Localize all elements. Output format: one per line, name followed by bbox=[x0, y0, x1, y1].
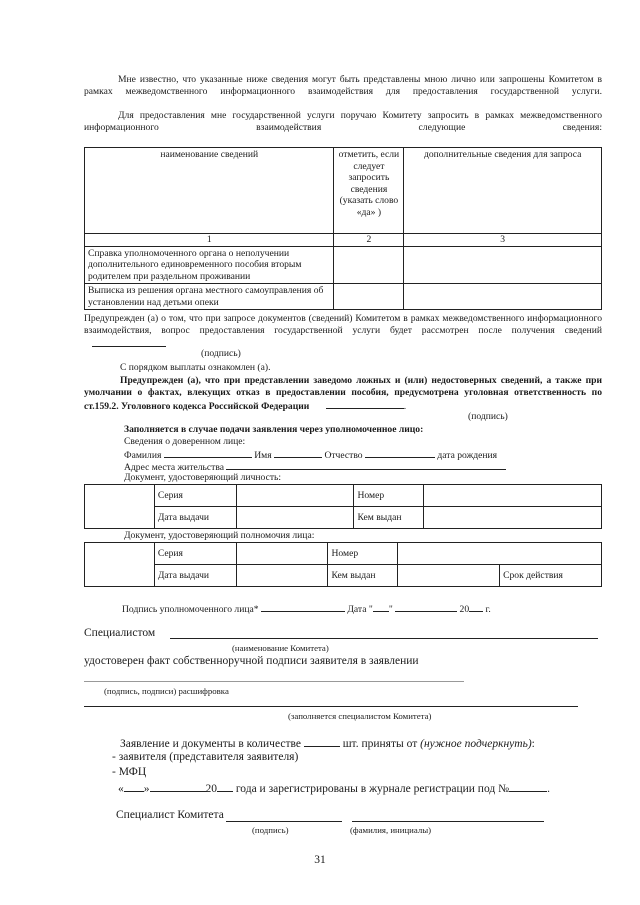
intro-paragraph-1: Мне известно, что указанные ниже сведения могут быть представлены мною лично или запрошены Комитетом в рамках межведомственного информационного взаимодействия для предоставления государственной услуги. bbox=[84, 74, 602, 97]
specialist-signature-line[interactable] bbox=[226, 821, 342, 822]
row-guardianship-label: Выписка из решения органа местного самоуправления об установлении над детьми опеки bbox=[85, 284, 334, 310]
patronymic-field[interactable] bbox=[365, 448, 435, 458]
date-year-suffix: г. bbox=[485, 604, 491, 615]
surname-label: Фамилия bbox=[124, 450, 162, 461]
header-info-name: наименование сведений bbox=[85, 148, 334, 234]
trustee-signature-field[interactable] bbox=[261, 602, 345, 612]
identity-doc-label: Документ, удостоверяющий личность: bbox=[124, 472, 282, 483]
authority-doc-label: Документ, удостоверяющий полномочия лица: bbox=[124, 530, 315, 541]
acceptance-count-field[interactable] bbox=[304, 735, 340, 747]
acceptance-option-mfc[interactable]: - МФЦ bbox=[112, 766, 147, 778]
registration-row: « » 20 года и зарегистрированы в журнале регистрации под № . bbox=[118, 780, 550, 796]
specialist-label: Специалистом bbox=[84, 627, 156, 639]
authority-number-field[interactable] bbox=[398, 543, 602, 565]
date-month-field[interactable] bbox=[395, 602, 457, 612]
authority-issue-date-label: Дата выдачи bbox=[154, 565, 236, 587]
acceptance-option-applicant[interactable]: - заявителя (представителя заявителя) bbox=[112, 751, 299, 763]
identity-doc-table bbox=[84, 484, 602, 529]
address-field[interactable] bbox=[226, 460, 506, 470]
specialist-filled-caption: (заполняется специалистом Комитета) bbox=[288, 711, 432, 721]
signature-caption-2: (подпись) bbox=[468, 411, 508, 422]
row-certificate-mark-cell[interactable] bbox=[334, 246, 404, 284]
signature-decode-caption: (подпись, подписи) расшифровка bbox=[104, 686, 229, 696]
identity-number-field[interactable] bbox=[424, 485, 602, 507]
committee-caption: (наименование Комитета) bbox=[232, 643, 329, 653]
specialist-name-caption: (фамилия, инициалы) bbox=[350, 825, 432, 835]
reg-month-field[interactable] bbox=[150, 780, 206, 792]
identity-issued-by-field[interactable] bbox=[424, 507, 602, 529]
authority-issue-date-field[interactable] bbox=[236, 565, 328, 587]
header-additional: дополнительные сведения для запроса bbox=[404, 148, 602, 234]
committee-name-line[interactable] bbox=[170, 638, 598, 639]
date-year-prefix: 20 bbox=[459, 604, 470, 615]
date-quote-open: " bbox=[368, 604, 373, 615]
acceptance-count-label: Заявление и документы в количестве bbox=[120, 738, 301, 750]
intro-paragraph-2: Для предоставления мне государственной услуги поручаю Комитету запросить в рамках межведомственного информационного взаимодействия следующие сведения: bbox=[84, 110, 602, 133]
table-row bbox=[85, 485, 602, 507]
signature-caption-1: (подпись) bbox=[201, 348, 241, 359]
warning-criminal-text: Предупрежден (а), что при представлении заведомо ложных и (или) недостоверных сведений, а также при умолчании о фактах, влекущих отказ в предоставлении пособия, предусмотрена уголовная ответственность по ст.159.2. Уголовного кодекса Российской Федерации bbox=[84, 375, 602, 412]
surname-field[interactable] bbox=[164, 448, 252, 458]
certified-statement: удостоверен факт собственноручной подписи заявителя в заявлении bbox=[84, 655, 419, 667]
warning-interagency bbox=[84, 313, 602, 351]
signature-line-2[interactable] bbox=[326, 399, 404, 409]
row-certificate-extra-cell[interactable] bbox=[404, 246, 602, 284]
row-guardianship-mark-cell[interactable] bbox=[334, 284, 404, 310]
reg-year-field[interactable] bbox=[217, 780, 233, 792]
table-row bbox=[85, 507, 602, 529]
table-row bbox=[85, 543, 602, 565]
warning-criminal: Предупрежден (а), что при представлении заведомо ложных и (или) недостоверных сведений, а также при умолчании о фактах, влекущих отказ в предоставлении пособия, предусмотрена уголовная ответственность по ст.159.2. Уголовного кодекса Российской Федерации . bbox=[84, 375, 602, 412]
identity-issue-date-label: Дата выдачи bbox=[154, 507, 236, 529]
specialist-signature-caption: (подпись) bbox=[252, 825, 289, 835]
reg-day-field[interactable] bbox=[124, 780, 144, 792]
info-request-table bbox=[84, 147, 602, 310]
trustee-heading: Заполняется в случае подачи заявления через уполномоченное лицо: bbox=[124, 424, 424, 435]
reg-quote-open: « bbox=[118, 783, 124, 795]
table-header-row bbox=[85, 148, 602, 234]
trustee-signature-row bbox=[122, 602, 491, 616]
signature-decode-line[interactable] bbox=[84, 681, 464, 682]
date-day-field[interactable] bbox=[373, 602, 389, 612]
name-field[interactable] bbox=[274, 448, 322, 458]
col-number-3: 3 bbox=[404, 234, 602, 247]
reg-year-prefix: 20 bbox=[205, 783, 217, 795]
row-guardianship-extra-cell[interactable] bbox=[404, 284, 602, 310]
name-label: Имя bbox=[254, 450, 272, 461]
address-label: Адрес места жительства bbox=[124, 462, 225, 473]
authority-issued-by-field[interactable] bbox=[398, 565, 500, 587]
identity-series-label: Серия bbox=[154, 485, 236, 507]
table-row bbox=[85, 565, 602, 587]
acceptance-line bbox=[120, 735, 535, 751]
trustee-signature-label: Подпись уполномоченного лица* bbox=[122, 604, 259, 615]
acceptance-underline-hint: (нужное подчеркнуть) bbox=[420, 738, 532, 750]
acceptance-colon: : bbox=[531, 738, 535, 750]
authority-number-label: Номер bbox=[328, 543, 398, 565]
specialist-filled-line[interactable] bbox=[84, 706, 578, 707]
registration-number-field[interactable] bbox=[509, 780, 547, 792]
row-certificate-label: Справка уполномоченного органа о неполучении дополнительного единовременного пособия вторым родителем при раздельном проживании bbox=[85, 246, 334, 284]
identity-issue-date-field[interactable] bbox=[236, 507, 354, 529]
specialist-name-line[interactable] bbox=[352, 821, 544, 822]
authority-issued-by-label: Кем выдан bbox=[328, 565, 398, 587]
authority-validity-label: Срок действия bbox=[500, 565, 602, 587]
identity-number-label: Номер bbox=[354, 485, 424, 507]
identity-issued-by-label: Кем выдан bbox=[354, 507, 424, 529]
identity-doc-blank-cell bbox=[85, 485, 155, 529]
specialist-row bbox=[84, 626, 155, 640]
date-quote-close: " bbox=[388, 604, 393, 615]
authority-series-label: Серия bbox=[154, 543, 236, 565]
reg-quote-close: » bbox=[143, 783, 150, 795]
familiar-statement: С порядком выплаты ознакомлен (а). bbox=[120, 362, 271, 373]
table-row bbox=[85, 284, 602, 310]
header-mark: отметить, если следует запросить сведения (указать слово «да» ) bbox=[334, 148, 404, 234]
page-number: 31 bbox=[314, 854, 326, 866]
table-col-number-row bbox=[85, 234, 602, 247]
date-label: Дата bbox=[347, 604, 367, 615]
specialist-committee-row bbox=[116, 808, 224, 822]
signature-line-1[interactable] bbox=[92, 337, 166, 347]
col-number-2: 2 bbox=[334, 234, 404, 247]
warning-interagency-text: Предупрежден (а) о том, что при запросе документов (сведений) Комитетом в рамках межведомственного информационного взаимодействия, вопрос предоставления государственной услуги будет рассмотрен после получения сведений bbox=[84, 313, 602, 336]
col-number-1: 1 bbox=[85, 234, 334, 247]
specialist-committee-label: Специалист Комитета bbox=[116, 809, 224, 821]
table-row bbox=[85, 246, 602, 284]
birthdate-label: дата рождения bbox=[437, 450, 498, 461]
registration-text: года и зарегистрированы в журнале регистрации под № bbox=[235, 783, 510, 795]
authority-series-field[interactable] bbox=[236, 543, 328, 565]
date-year-field[interactable] bbox=[469, 602, 483, 612]
identity-series-field[interactable] bbox=[236, 485, 354, 507]
patronymic-label: Отчество bbox=[324, 450, 363, 461]
authority-doc-table bbox=[84, 542, 602, 587]
authority-doc-blank-cell bbox=[85, 543, 155, 587]
trustee-subheading: Сведения о доверенном лице: bbox=[124, 436, 246, 447]
acceptance-from-label: шт. приняты от bbox=[342, 738, 418, 750]
